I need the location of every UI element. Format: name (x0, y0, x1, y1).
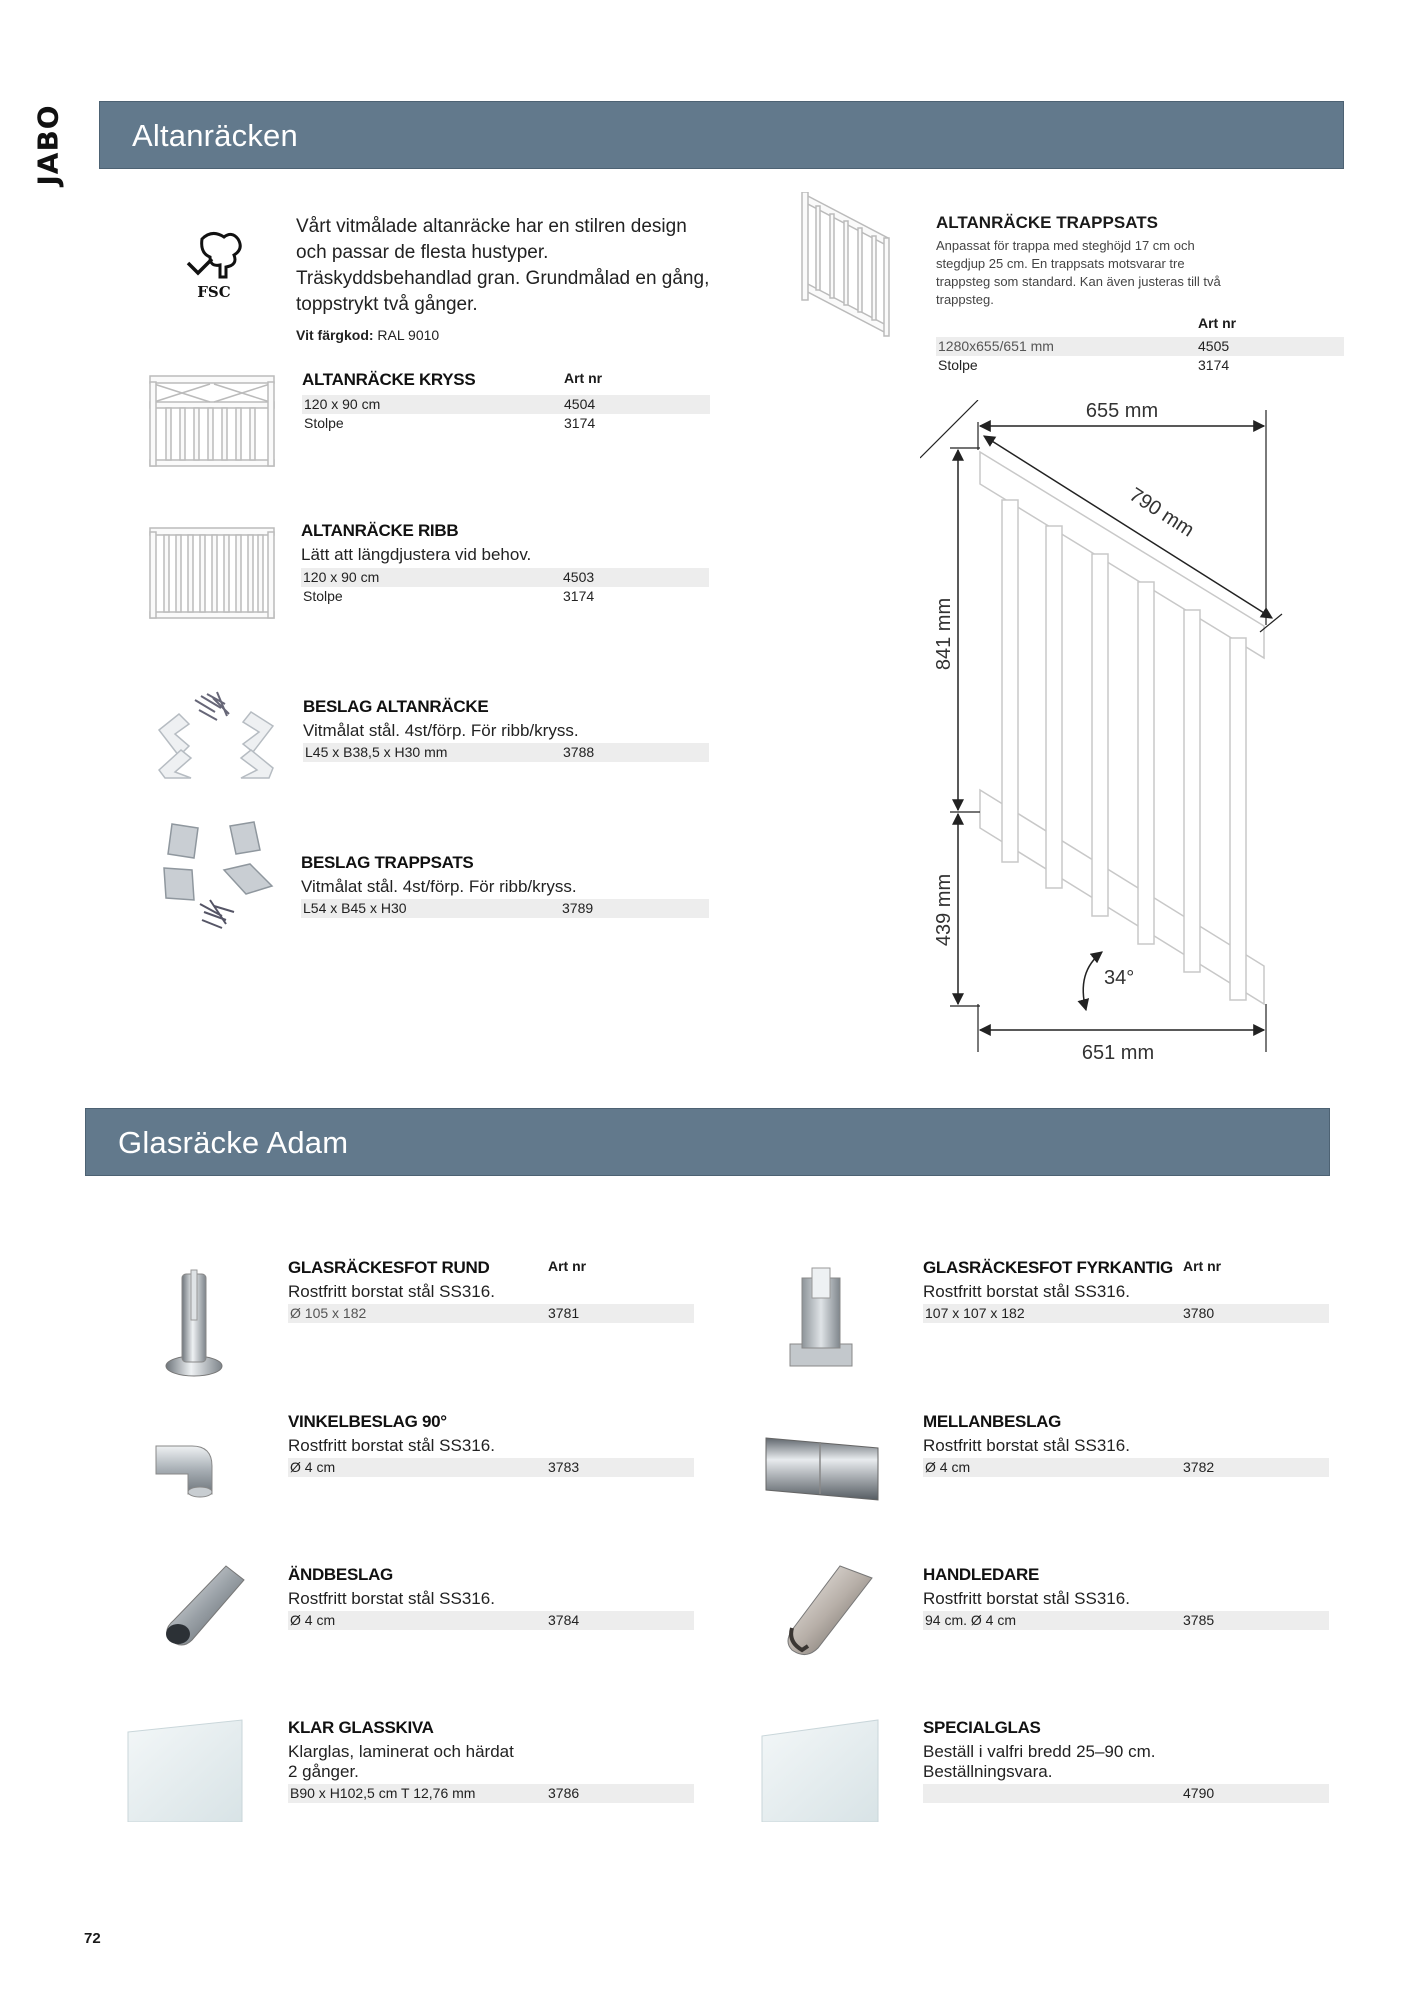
product-desc: Rostfritt borstat stål SS316. (288, 1589, 495, 1608)
artnr-header: Art nr (548, 1258, 587, 1274)
spec-label: Ø 4 cm (925, 1459, 971, 1475)
spec-row (288, 1458, 694, 1477)
spec-label: 120 x 90 cm (303, 569, 380, 585)
product-title: BESLAG ALTANRÄCKE (303, 697, 489, 716)
spec-label: Stolpe (304, 415, 344, 431)
product-title: ALTANRÄCKE RIBB (301, 521, 459, 540)
color-code-value: RAL 9010 (377, 327, 440, 343)
spec-value: 4504 (564, 396, 596, 412)
spec-value: 3785 (1183, 1612, 1215, 1628)
glass-foot-round-image (164, 1268, 224, 1383)
product-title: BESLAG TRAPPSATS (301, 853, 474, 872)
dim-top-label: 655 mm (1085, 400, 1159, 422)
spec-label: Stolpe (303, 588, 343, 604)
product-altanracke-kryss (302, 370, 710, 433)
spec-label: Ø 4 cm (290, 1459, 336, 1475)
product-title: GLASRÄCKESFOT RUND (288, 1258, 490, 1277)
end-fitting-image (162, 1564, 246, 1659)
stair-dimension-drawing (920, 400, 1300, 1070)
spec-row (301, 568, 709, 587)
spec-value: 4790 (1183, 1785, 1215, 1801)
intro-paragraph: Vårt vitmålade altanräcke har en stilren design och passar de flesta hustyper. Träskyddsbehandlad gran. Grundmålad en gång, toppstrykt två gånger. (296, 216, 710, 315)
spec-value: 3174 (1198, 357, 1230, 373)
spec-label: L45 x B38,5 x H30 mm (305, 744, 448, 760)
color-code-label: Vit färgkod: (296, 327, 374, 343)
spec-row (923, 1304, 1329, 1323)
product-klar-glasskiva (288, 1718, 694, 1803)
fsc-label: FSC (197, 283, 231, 301)
product-desc: Rostfritt borstat stål SS316. (923, 1589, 1130, 1608)
section-title: Glasräcke Adam (118, 1125, 349, 1160)
spec-label: Ø 4 cm (290, 1612, 336, 1628)
spec-row (301, 899, 709, 918)
spec-label: 1280x655/651 mm (938, 338, 1054, 354)
product-title: VINKELBESLAG 90° (288, 1412, 447, 1431)
spec-value: 4503 (563, 569, 595, 585)
dim-diagonal-label: 790 mm (1125, 483, 1198, 542)
product-desc: Lätt att längdjustera vid behov. (301, 545, 532, 564)
railing-rib-image (148, 526, 278, 627)
spec-row (923, 1784, 1329, 1803)
spec-row (288, 1611, 694, 1630)
spec-value: 3786 (548, 1785, 580, 1801)
stair-spec-table (936, 313, 1344, 375)
spec-row (302, 395, 710, 414)
spec-value: 3174 (563, 588, 595, 604)
spec-label: Ø 105 x 182 (290, 1305, 367, 1321)
intro-text-block (296, 214, 716, 348)
special-glass-image (760, 1718, 880, 1827)
artnr-header-row (936, 313, 1344, 337)
product-title: HANDLEDARE (923, 1565, 1040, 1584)
spec-row (936, 337, 1344, 356)
product-altanracke-trappsats (936, 213, 1236, 309)
dim-bottom-label: 651 mm (1081, 1042, 1155, 1064)
spec-label: Stolpe (938, 357, 978, 373)
section-title: Altanräcken (132, 118, 298, 153)
product-beslag-trappsats (301, 853, 709, 918)
product-desc: Anpassat för trappa med steghöjd 17 cm och stegdjup 25 cm. En trappsats motsvarar tre trappsteg som standard. Kan även justeras till två trappsteg. (936, 238, 1221, 307)
product-desc: Vitmålat stål. 4st/förp. För ribb/kryss. (301, 877, 577, 896)
spec-value: 3789 (562, 900, 594, 916)
section-banner-altanracken (99, 101, 1344, 169)
spec-row (923, 1611, 1329, 1630)
artnr-header: Art nr (564, 370, 603, 386)
stair-railing-image (800, 192, 892, 351)
color-code (296, 322, 716, 348)
product-title: MELLANBESLAG (923, 1412, 1062, 1431)
bracket-grey-image (160, 820, 278, 943)
product-desc: Vitmålat stål. 4st/förp. För ribb/kryss. (303, 721, 579, 740)
spec-value: 3784 (548, 1612, 580, 1628)
spec-row (288, 1304, 694, 1323)
product-desc: Klarglas, laminerat och härdat 2 gånger. (288, 1742, 514, 1781)
artnr-header: Art nr (1183, 1258, 1222, 1274)
spec-row (288, 1784, 694, 1803)
dim-left-lower-label: 439 mm (933, 873, 955, 947)
artnr-header: Art nr (1198, 315, 1237, 331)
handrail-image (778, 1564, 874, 1667)
spec-row (923, 1458, 1329, 1477)
spec-value: 3781 (548, 1305, 580, 1321)
product-desc: Rostfritt borstat stål SS316. (288, 1282, 495, 1301)
middle-fitting-image (764, 1432, 880, 1507)
spec-value: 3783 (548, 1459, 580, 1475)
product-andbeslag (288, 1565, 694, 1630)
product-glasrackesfot-fyrkantig (923, 1258, 1329, 1323)
brand-logo (28, 105, 68, 185)
product-desc: Rostfritt borstat stål SS316. (923, 1436, 1130, 1455)
dim-left-upper-label: 841 mm (933, 597, 955, 671)
product-mellanbeslag (923, 1412, 1329, 1477)
product-altanracke-ribb (301, 521, 709, 606)
fsc-logo (180, 225, 250, 305)
product-title: ALTANRÄCKE KRYSS (302, 370, 476, 389)
spec-label: 94 cm. Ø 4 cm (925, 1612, 1017, 1628)
glass-foot-square-image (786, 1266, 856, 1375)
spec-row (936, 356, 1344, 375)
spec-value: 3782 (1183, 1459, 1215, 1475)
product-desc: Rostfritt borstat stål SS316. (923, 1282, 1130, 1301)
spec-value: 4505 (1198, 338, 1230, 354)
product-title: GLASRÄCKESFOT FYRKANTIG (923, 1258, 1173, 1277)
product-desc: Beställ i valfri bredd 25–90 cm. Beställningsvara. (923, 1742, 1156, 1781)
dim-angle-label: 34° (1104, 967, 1135, 989)
section-banner-glasracke-adam (85, 1108, 1330, 1176)
clear-glass-image (126, 1718, 244, 1827)
product-specialglas (923, 1718, 1329, 1803)
spec-row (302, 414, 710, 433)
brand-text: JABO (31, 104, 65, 186)
product-title: SPECIALGLAS (923, 1718, 1041, 1737)
spec-value: 3780 (1183, 1305, 1215, 1321)
spec-label: B90 x H102,5 cm T 12,76 mm (290, 1785, 476, 1801)
spec-row (301, 587, 709, 606)
spec-label: 120 x 90 cm (304, 396, 381, 412)
product-handledare (923, 1565, 1329, 1630)
product-title: ÄNDBESLAG (288, 1565, 393, 1584)
product-desc: Rostfritt borstat stål SS316. (288, 1436, 495, 1455)
spec-value: 3174 (564, 415, 596, 431)
spec-label: L54 x B45 x H30 (303, 900, 407, 916)
angle-fitting-image (150, 1432, 230, 1503)
product-glasrackesfot-rund (288, 1258, 694, 1323)
railing-cross-image (148, 372, 278, 477)
bracket-white-image (155, 690, 277, 785)
product-title: ALTANRÄCKE TRAPPSATS (936, 213, 1158, 232)
page-number: 72 (84, 1930, 101, 1947)
spec-row (303, 743, 709, 762)
product-vinkelbeslag (288, 1412, 694, 1477)
product-title: KLAR GLASSKIVA (288, 1718, 434, 1737)
spec-value: 3788 (563, 744, 595, 760)
spec-label: 107 x 107 x 182 (925, 1305, 1025, 1321)
product-beslag-altanracke (303, 697, 709, 762)
